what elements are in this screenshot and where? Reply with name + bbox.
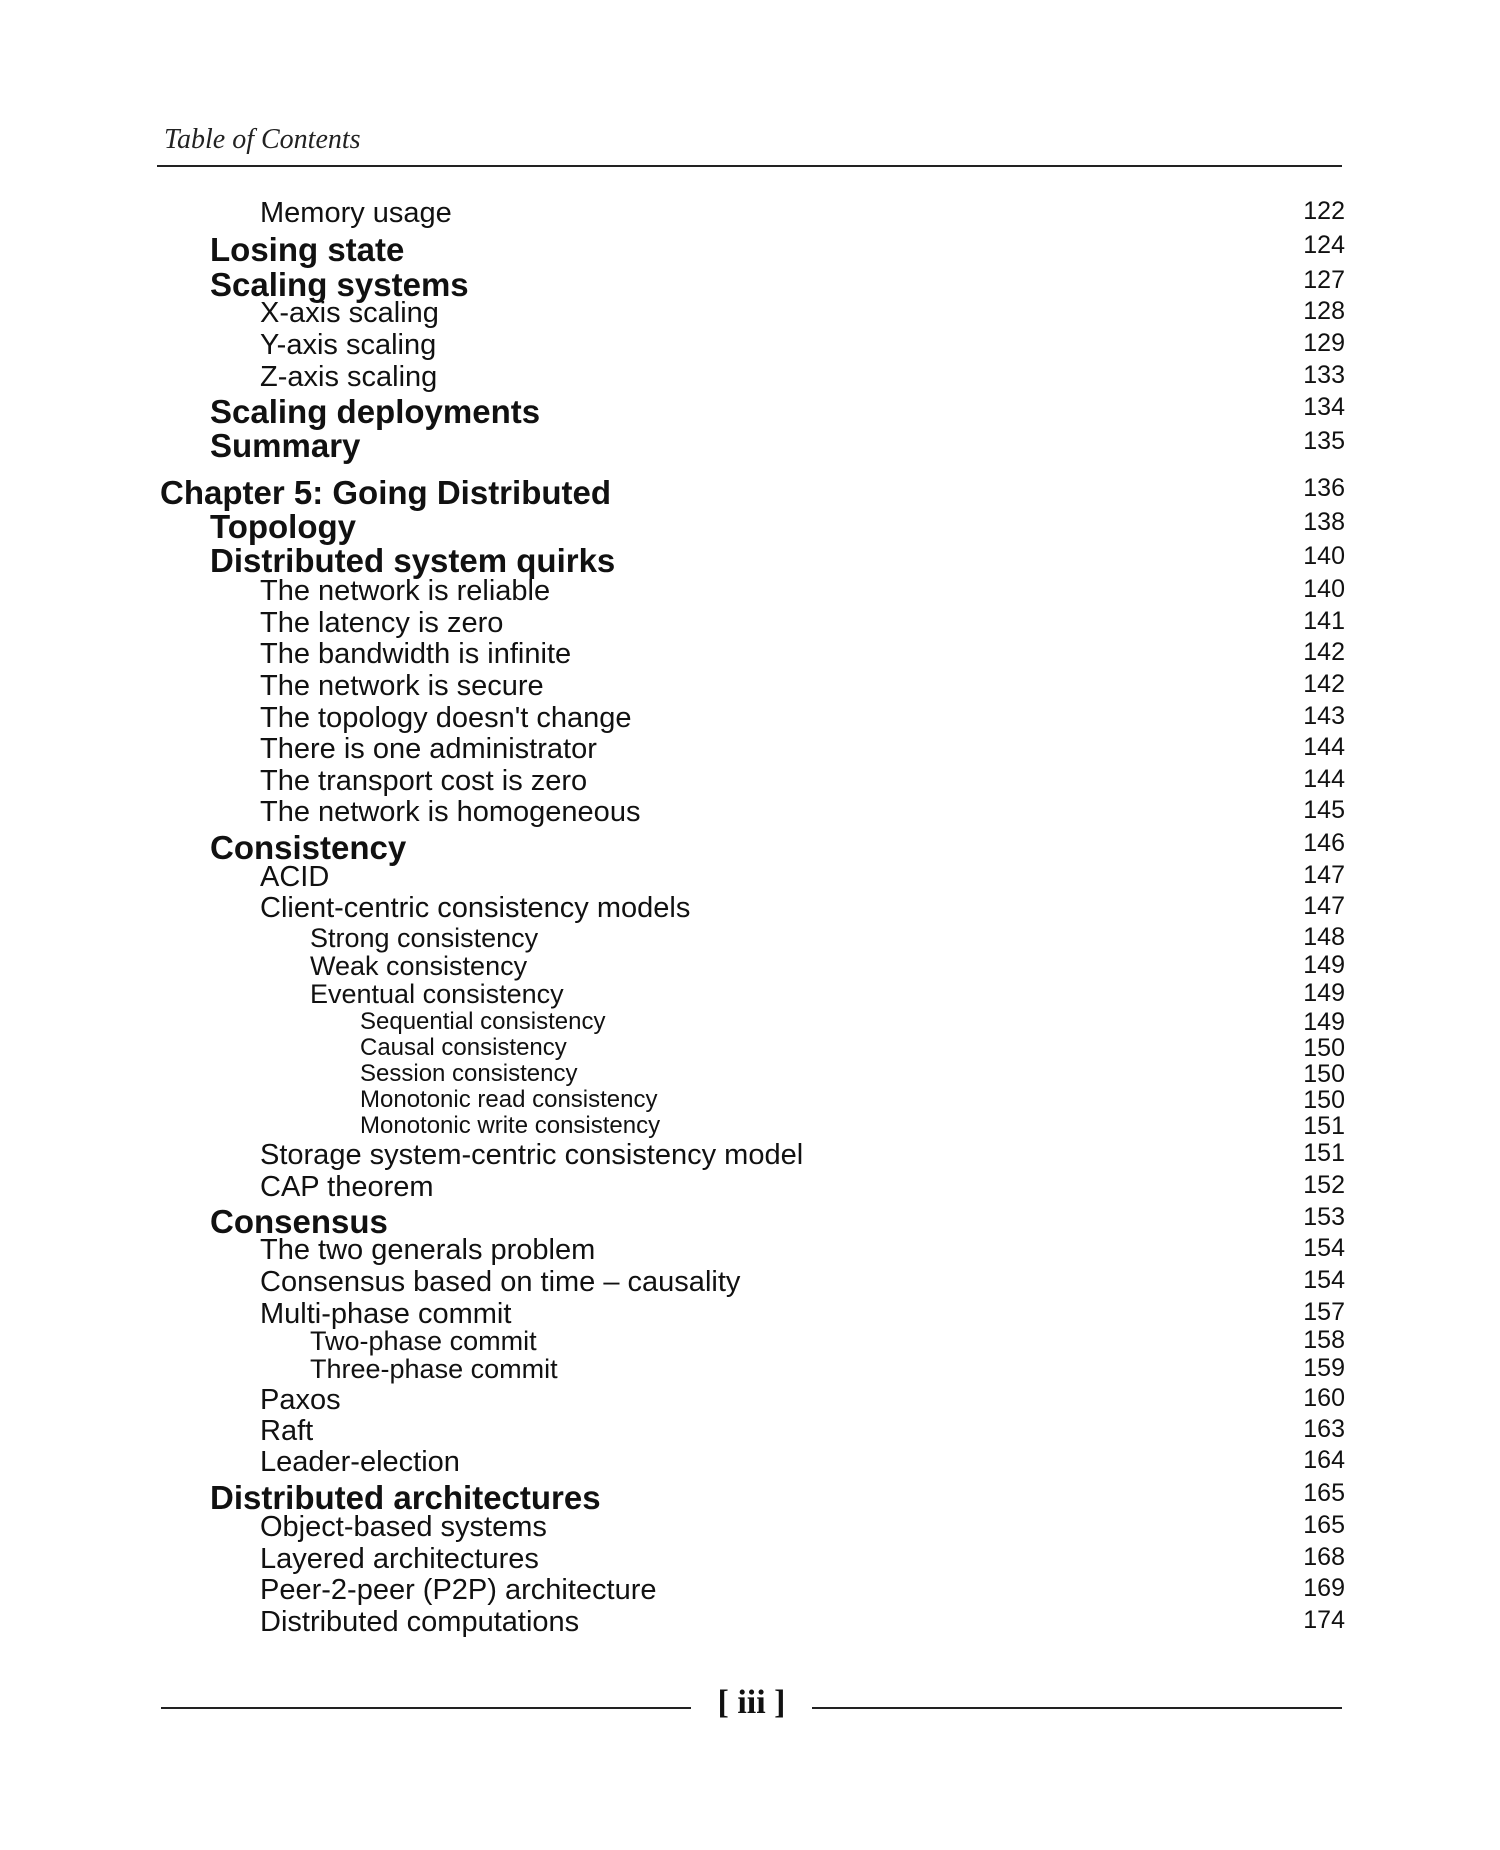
toc-entry-page-number: 157 (1303, 1298, 1345, 1326)
toc-entry-title: Paxos (260, 1384, 341, 1416)
toc-entry-page-number: 142 (1303, 670, 1345, 698)
toc-entry-title: The transport cost is zero (260, 765, 588, 797)
toc-entry-title: Layered architectures (260, 1543, 539, 1575)
toc-entry-title: There is one administrator (260, 733, 597, 765)
toc-entry-page-number: 165 (1303, 1511, 1345, 1539)
toc-entry-page-number: 141 (1303, 607, 1345, 635)
toc-entry-page-number: 138 (1303, 508, 1345, 536)
toc-entry-title: Object-based systems (260, 1511, 547, 1543)
toc-entry-title: Losing state (210, 231, 405, 268)
toc-entry-title: Raft (260, 1415, 314, 1447)
toc-entry-title: X-axis scaling (260, 297, 439, 329)
toc-entry-page-number: 150 (1303, 1034, 1345, 1062)
toc-entry-page-number: 152 (1303, 1171, 1345, 1199)
toc-entry-title: Summary (210, 427, 361, 464)
toc-entry-page-number: 144 (1303, 733, 1345, 761)
toc-entry-page-number: 160 (1303, 1384, 1345, 1412)
toc-entry-title: Leader-election (260, 1446, 460, 1478)
toc-entry-title: Chapter 5: Going Distributed (160, 474, 612, 511)
toc-entry-title: Client-centric consistency models (260, 892, 691, 924)
toc-entry-page-number: 147 (1303, 892, 1345, 920)
toc-entry-page-number: 134 (1303, 393, 1345, 421)
toc-entry-page-number: 144 (1303, 765, 1345, 793)
toc-entry-title: Sequential consistency (360, 1008, 606, 1035)
toc-entry-page-number: 122 (1303, 197, 1345, 225)
toc-entry-title: The latency is zero (260, 607, 504, 639)
toc-entry-title: The network is secure (260, 670, 544, 702)
toc-entry-page-number: 151 (1303, 1112, 1345, 1140)
toc-entry-title: Strong consistency (310, 923, 539, 953)
toc-entry-page-number: 169 (1303, 1574, 1345, 1602)
toc-entry-title: Peer-2-peer (P2P) architecture (260, 1574, 657, 1606)
toc-entry-title: Distributed computations (260, 1606, 580, 1638)
page-number: [ iii ] (717, 1684, 786, 1721)
toc-entry-page-number: 147 (1303, 861, 1345, 889)
toc-entry-page-number: 150 (1303, 1086, 1345, 1114)
toc-entry-title: The two generals problem (260, 1234, 596, 1266)
toc-entry-title: Distributed system quirks (210, 542, 616, 579)
toc-entry-page-number: 150 (1303, 1060, 1345, 1088)
toc-entry-title: The network is homogeneous (260, 796, 641, 828)
toc-entry-page-number: 149 (1303, 1008, 1345, 1036)
toc-entry-title: Consensus based on time – causality (260, 1266, 741, 1298)
toc-entry-page-number: 149 (1303, 979, 1345, 1007)
running-head-title: Table of Contents (164, 124, 361, 155)
toc-entry-title: Z-axis scaling (260, 361, 438, 393)
toc-entry-page-number: 135 (1303, 427, 1345, 455)
toc-entry-page-number: 140 (1303, 575, 1345, 603)
toc-entry-title: Monotonic read consistency (360, 1086, 658, 1113)
toc-entry-page-number: 146 (1303, 829, 1345, 857)
toc-entry-page-number: 124 (1303, 231, 1345, 259)
toc-entry-page-number: 145 (1303, 796, 1345, 824)
toc-entry-title: ACID (260, 861, 330, 893)
toc-entry-title: Monotonic write consistency (360, 1112, 661, 1139)
toc-entry-title: Multi-phase commit (260, 1298, 512, 1330)
toc-entry-title: Three-phase commit (310, 1354, 558, 1384)
toc-entry-page-number: 136 (1303, 474, 1345, 502)
toc-entry-page-number: 127 (1303, 266, 1345, 294)
toc-entry-page-number: 133 (1303, 361, 1345, 389)
toc-entry-title: Memory usage (260, 197, 452, 229)
toc-entry-page-number: 128 (1303, 297, 1345, 325)
toc-entry-title: Y-axis scaling (260, 329, 437, 361)
toc-entry-title: Scaling systems (210, 266, 469, 303)
toc-entry-page-number: 168 (1303, 1543, 1345, 1571)
toc-entry-page-number: 148 (1303, 923, 1345, 951)
toc-entry-title: Distributed architectures (210, 1479, 601, 1516)
toc-entry-page-number: 149 (1303, 951, 1345, 979)
toc-entry-page-number: 158 (1303, 1326, 1345, 1354)
toc-entry-title: Topology (210, 508, 357, 545)
toc-entry-page-number: 163 (1303, 1415, 1345, 1443)
toc-entry-title: Weak consistency (310, 951, 528, 981)
toc-entry-page-number: 129 (1303, 329, 1345, 357)
toc-entry-page-number: 143 (1303, 702, 1345, 730)
toc-entry-title: Two-phase commit (310, 1326, 537, 1356)
toc-entry-title: The bandwidth is infinite (260, 638, 572, 670)
toc-entry-title: The topology doesn't change (260, 702, 632, 734)
toc-entry-title: Eventual consistency (310, 979, 564, 1009)
footer-rule-right (812, 1707, 1342, 1709)
toc-entry-title: Session consistency (360, 1060, 578, 1087)
toc-entry-page-number: 165 (1303, 1479, 1345, 1507)
toc-entry-page-number: 174 (1303, 1606, 1345, 1634)
footer-rule-left (161, 1707, 691, 1709)
toc-entry-page-number: 159 (1303, 1354, 1345, 1382)
toc-entry-page-number: 154 (1303, 1266, 1345, 1294)
toc-entry-title: The network is reliable (260, 575, 551, 607)
toc-entry-title: Consistency (210, 829, 407, 866)
toc-entry-page-number: 154 (1303, 1234, 1345, 1262)
toc-entry-title: CAP theorem (260, 1171, 434, 1203)
toc-entry-title: Scaling deployments (210, 393, 541, 430)
toc-entry-page-number: 140 (1303, 542, 1345, 570)
toc-entry-page-number: 153 (1303, 1203, 1345, 1231)
toc-entry-title: Causal consistency (360, 1034, 567, 1061)
toc-entry-title: Storage system-centric consistency model (260, 1139, 804, 1171)
toc-entry-title: Consensus (210, 1203, 388, 1240)
toc-entry-page-number: 142 (1303, 638, 1345, 666)
toc-entry-page-number: 151 (1303, 1139, 1345, 1167)
toc-entry-page-number: 164 (1303, 1446, 1345, 1474)
